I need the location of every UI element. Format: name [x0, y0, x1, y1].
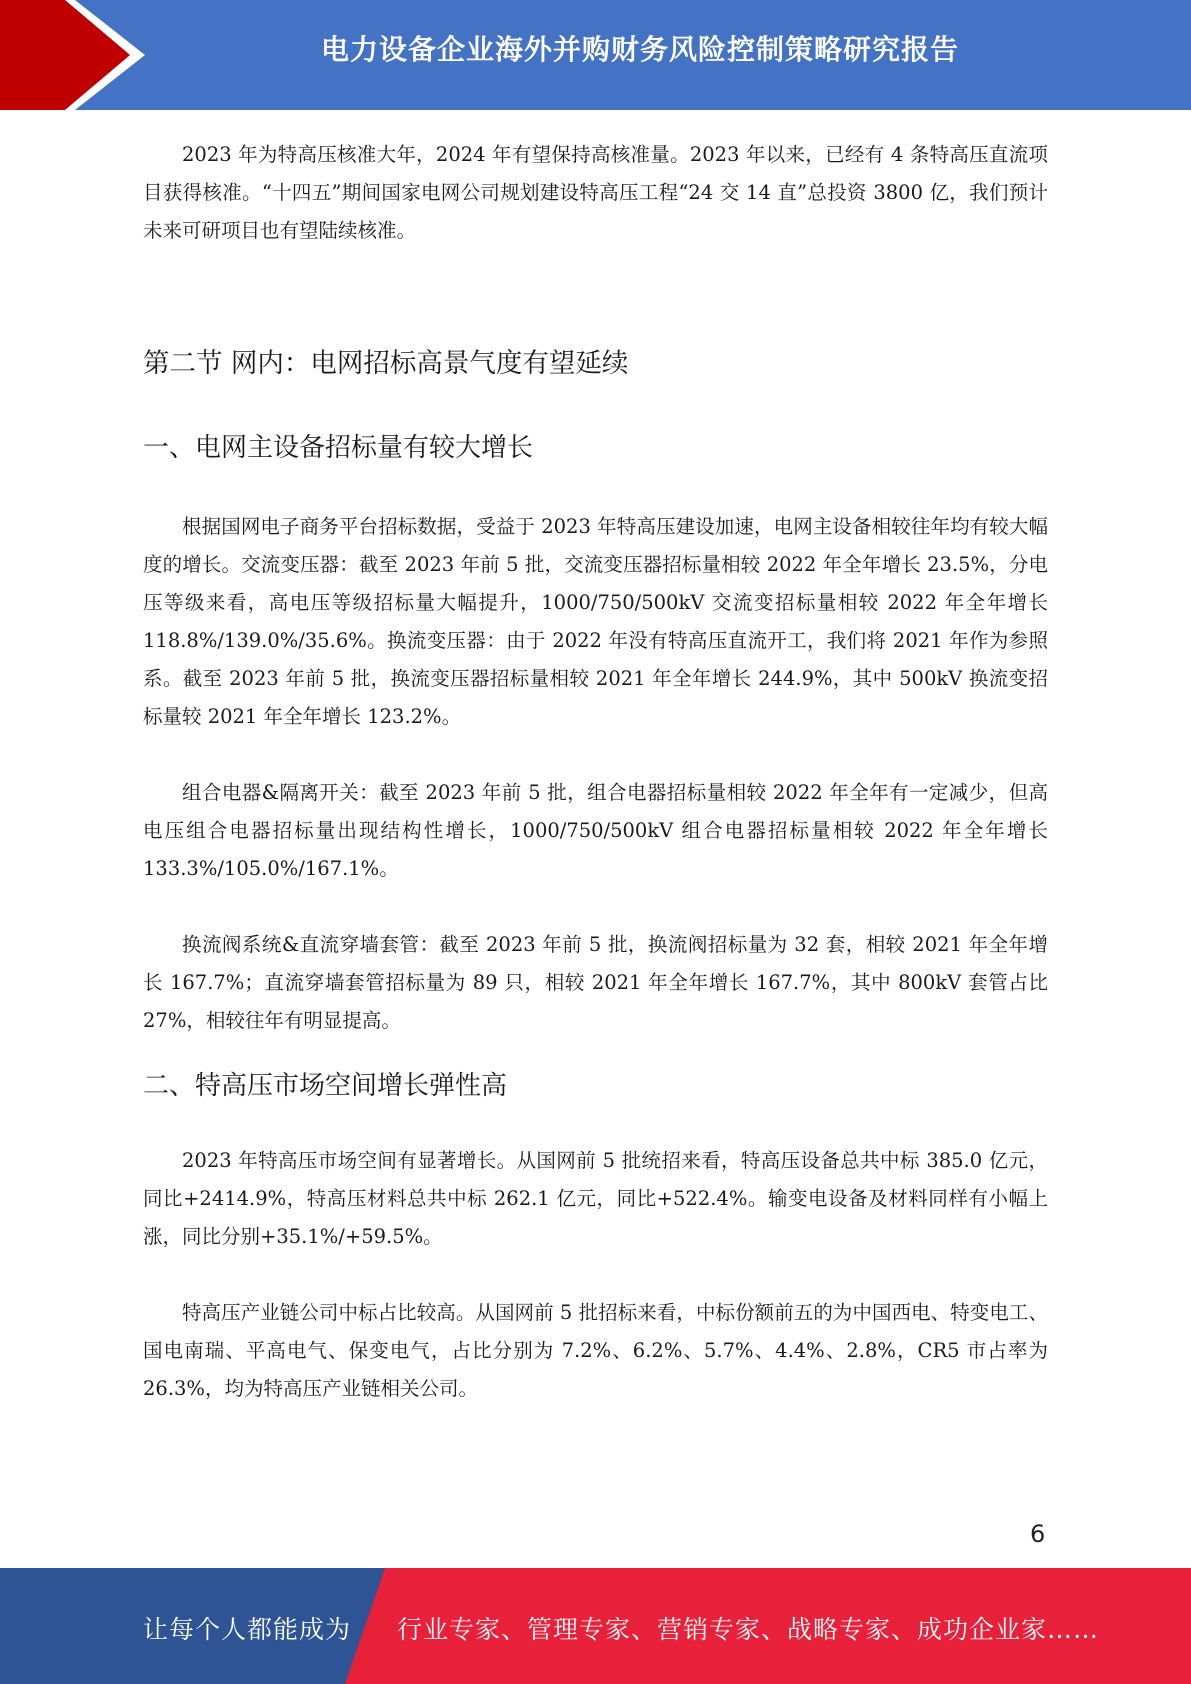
- page-header: [0, 0, 1191, 110]
- subsection-heading-1: 一、电网主设备招标量有较大增长: [143, 433, 534, 463]
- body-paragraph: 换流阀系统&直流穿墙套管：截至 2023 年前 5 批，换流阀招标量为 32 套，相较 2021 年全年增长 167.7%；直流穿墙套管招标量为 89 只，相较 2021 年全年增长 167.7%，其中 800kV 套管占比 27%，相较往年有明显提高。: [143, 933, 1048, 1032]
- section-heading: 第二节 网内：电网招标高景气度有望延续: [143, 348, 629, 379]
- body-paragraph: 特高压产业链公司中标占比较高。从国网前 5 批招标来看，中标份额前五的为中国西电、特变电工、国电南瑞、平高电气、保变电气，占比分别为 7.2%、6.2%、5.7%、4.4%、2.8%，CR5 市占率为 26.3%，均为特高压产业链相关公司。: [143, 1301, 1048, 1400]
- page-content: [143, 136, 1048, 1408]
- subsection-heading-2: 二、特高压市场空间增长弹性高: [143, 1071, 508, 1101]
- body-paragraph: 根据国网电子商务平台招标数据，受益于 2023 年特高压建设加速，电网主设备相较往年均有较大幅度的增长。交流变压器：截至 2023 年前 5 批，交流变压器招标量相较 2022 年全年增长 23.5%，分电压等级来看，高电压等级招标量大幅提升，1000/750/500kV 交流变招标量相较 2022 年全年增长 118.8%/139.0%/35.6%。换流变压器：由于 2022 年没有特高压直流开工，我们将 2021 年作为参照系。截至 2023 年前 5 批，换流变压器招标量相较 2021 年全年增长 244.9%，其中 500kV 换流变招标量较 2021 年全年增长 123.2%。: [143, 515, 1048, 728]
- document-title: 电力设备企业海外并购财务风险控制策略研究报告: [320, 33, 959, 66]
- page-number: 6: [1030, 1520, 1046, 1548]
- footer-slogan-left: 让每个人都能成为: [143, 1615, 352, 1644]
- page-footer: [0, 1568, 1191, 1684]
- footer-slogan-right: 行业专家、管理专家、营销专家、战略专家、成功企业家……: [397, 1615, 1100, 1644]
- body-paragraph: 组合电器&隔离开关：截至 2023 年前 5 批，组合电器招标量相较 2022 年全年有一定减少，但高电压组合电器招标量出现结构性增长，1000/750/500kV 组合电器招标量相较 2022 年全年增长 133.3%/105.0%/167.1%。: [143, 781, 1048, 880]
- intro-paragraph: 2023 年为特高压核准大年，2024 年有望保持高核准量。2023 年以来，已经有 4 条特高压直流项目获得核准。“十四五”期间国家电网公司规划建设特高压工程“24 交 14 直”总投资 3800 亿，我们预计未来可研项目也有望陆续核准。: [143, 143, 1048, 242]
- body-paragraph: 2023 年特高压市场空间有显著增长。从国网前 5 批统招来看，特高压设备总共中标 385.0 亿元，同比+2414.9%，特高压材料总共中标 262.1 亿元，同比+522.4%。输变电设备及材料同样有小幅上涨，同比分别+35.1%/+59.5%。: [143, 1149, 1048, 1248]
